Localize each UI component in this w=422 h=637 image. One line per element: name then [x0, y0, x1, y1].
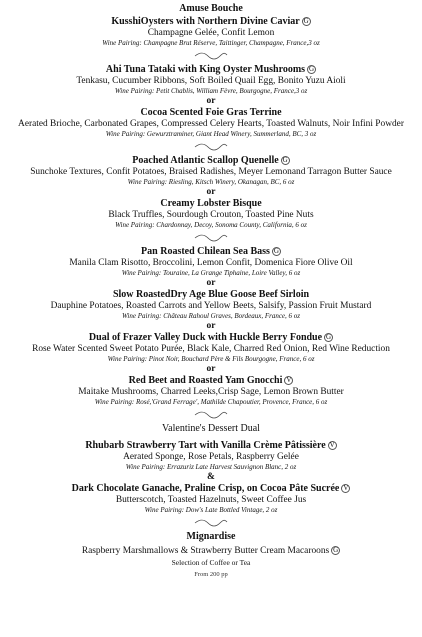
wine-pairing: Wine Pairing: Pinot Noir, Bouchard Père & Fils Bourgogne, France, 6 oz: [107, 355, 315, 363]
section-title-amuse: Amuse Bouche: [179, 3, 243, 14]
dish-name: Red Beet and Roasted Yam Gnocchi: [128, 375, 283, 386]
dish-name: Dual of Frazer Valley Duck with Huckle Berry Fondue: [88, 332, 323, 343]
or-separator: or: [206, 96, 216, 106]
dish-chocolate-ganache: [0, 483, 422, 495]
dish-name: Pan Roasted Chilean Sea Bass: [141, 246, 270, 257]
dish-description: Sunchoke Textures, Confit Potatoes, Braised Radishes, Meyer Lemonand Tarragon Butter Sauce: [30, 167, 392, 177]
gluten-free-icon: G: [333, 546, 339, 554]
section-title-dessert: Valentine's Dessert Dual: [162, 423, 260, 434]
section-title-mignardise: Mignardise: [186, 531, 236, 542]
dish-description: Tenkasu, Cucumber Ribbons, Soft Boiled Quail Egg, Bonito Yuzu Aioli: [76, 76, 346, 86]
dish-ahi-tuna: [0, 64, 422, 76]
dish-sea-bass: [0, 246, 422, 258]
dish-oysters: [0, 16, 422, 28]
dish-name: Dark Chocolate Ganache, Praline Crisp, on Cocoa Pâte Sucrée: [71, 483, 340, 494]
vegetarian-icon: V: [329, 441, 335, 449]
wine-pairing: Wine Pairing: Rosé,'Grand Ferrage', Mathilde Chapoutier, Provence, France, 6 oz: [94, 398, 328, 406]
ornament-divider-icon: [0, 52, 422, 61]
dish-beef-sirloin: Slow RoastedDry Age Blue Goose Beef Sirloin: [112, 289, 310, 300]
ornament-divider-icon: [0, 143, 422, 152]
ornament-divider-icon: [0, 234, 422, 243]
dish-foie-gras: Cocoa Scented Foie Gras Terrine: [140, 107, 282, 118]
or-separator: or: [206, 278, 216, 288]
dish-rhubarb-tart: [0, 440, 422, 452]
dish-name: KusshiOysters with Northern Divine Caviar: [111, 16, 300, 27]
dish-description: Dauphine Potatoes, Roasted Carrots and Yellow Beets, Salsify, Passion Fruit Mustard: [50, 301, 372, 311]
dish-duck: [0, 332, 422, 344]
gluten-free-icon: G: [326, 333, 332, 341]
dish-description: Black Truffles, Sourdough Crouton, Toasted Pine Nuts: [108, 210, 314, 220]
or-separator: or: [206, 187, 216, 197]
dish-description: Maitake Mushrooms, Charred Leeks,Crisp Sage, Lemon Brown Butter: [78, 387, 344, 397]
gluten-free-icon: G: [282, 156, 288, 164]
wine-pairing: Wine Pairing: Riesling, Kitsch Winery, Okanagan, BC, 6 oz: [127, 178, 295, 186]
vegetarian-icon: V: [343, 484, 349, 492]
ornament-divider-icon: [0, 411, 422, 420]
ornament-divider-icon: [0, 519, 422, 528]
wine-pairing: Wine Pairing: Dow's Late Bottled Vintage, 2 oz: [144, 506, 278, 514]
dish-description: Raspberry Marshmallows & Strawberry Butter Cream Macaroons: [81, 546, 330, 556]
wine-pairing: Wine Pairing: Champagne Brut Réserve, Taittinger, Champagne, France,3 oz: [102, 39, 320, 47]
dish-name: Ahi Tuna Tataki with King Oyster Mushrooms: [105, 64, 306, 75]
dish-description: Butterscotch, Toasted Hazelnuts, Sweet Coffee Jus: [115, 495, 307, 505]
vegetarian-icon: V: [286, 376, 292, 384]
dish-gnocchi: [0, 375, 422, 387]
dish-name: Rhubarb Strawberry Tart with Vanilla Crème Pâtissière: [85, 440, 326, 451]
dish-lobster-bisque: Creamy Lobster Bisque: [160, 198, 262, 209]
or-separator: or: [206, 364, 216, 374]
mignardise-description: [0, 546, 422, 557]
gluten-free-icon: G: [303, 17, 309, 25]
dish-description: Aerated Brioche, Carbonated Grapes, Compressed Celery Hearts, Toasted Walnuts, Noir Infini Powder: [18, 119, 404, 129]
dish-description: Rose Water Scented Sweet Potato Purée, Black Kale, Charred Red Onion, Red Wine Reduction: [32, 344, 390, 354]
dish-scallop: [0, 155, 422, 167]
gluten-free-icon: G: [309, 65, 315, 73]
wine-pairing: Wine Pairing: Gewurztraminer, Giant Head Winery, Summerland, BC, 3 oz: [105, 130, 317, 138]
wine-pairing: Wine Pairing: Château Rahoul Graves, Bordeaux, France, 6 oz: [121, 312, 301, 320]
wine-pairing: Wine Pairing: Errazuriz Late Harvest Sauvignon Blanc, 2 oz: [125, 463, 297, 471]
dish-description: Champagne Gelée, Confit Lemon: [147, 28, 275, 38]
wine-pairing: Wine Pairing: Chardonnay, Decoy, Sonoma County, California, 6 oz: [115, 221, 307, 229]
coffee-tea-note: Selection of Coffee or Tea: [171, 558, 251, 567]
dish-description: Aerated Sponge, Rose Petals, Raspberry Gelée: [123, 452, 299, 462]
dish-name: Poached Atlantic Scallop Quenelle: [132, 155, 279, 166]
or-separator: or: [206, 321, 216, 331]
gluten-free-icon: G: [273, 247, 279, 255]
wine-pairing: Wine Pairing: Touraine, La Grange Tiphaine, Loire Valley, 6 oz: [121, 269, 301, 277]
dish-description: Manila Clam Risotto, Broccolini, Lemon Confit, Domenica Fiore Olive Oil: [69, 258, 353, 268]
price-note: From 200 pp: [194, 571, 228, 578]
ampersand-separator: &: [207, 472, 215, 482]
wine-pairing: Wine Pairing: Petit Chablis, William Fèvre, Bourgogne, France,3 oz: [114, 87, 308, 95]
